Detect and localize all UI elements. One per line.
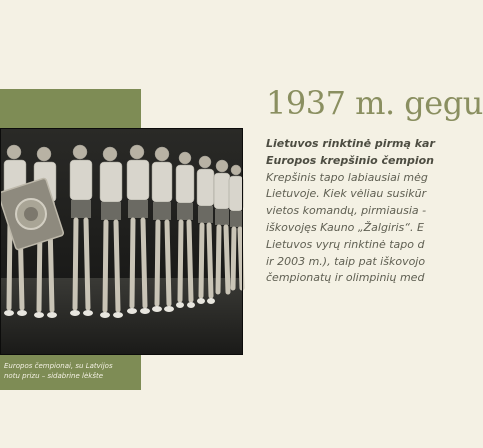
caption-line-1: Europos čempionai, su Latvijos: [4, 362, 113, 370]
caption-line-2: notu prizu – sidabrine lėkšte: [4, 372, 104, 380]
body-line: Lietuvoje. Kiek vėliau susikūr: [266, 187, 427, 201]
page-title: 1937 m. gegu: [266, 84, 483, 122]
photo-caption: [0, 355, 141, 390]
body-line: ir 2003 m.), taip pat iškovojo: [266, 254, 426, 268]
body-line: Lietuvos vyrų rinktinė tapo d: [266, 237, 425, 251]
body-line: Lietuvos rinktinė pirmą kar: [266, 137, 435, 150]
body-line: Krepšinis tapo labiausiai mėg: [266, 170, 428, 184]
body-line: Europos krepšinio čempion: [266, 153, 434, 167]
body-line: čempionatų ir olimpinių med: [266, 271, 425, 285]
team-photo: [0, 128, 243, 355]
body-line: vietos komandų, pirmiausia -: [266, 204, 427, 218]
accent-bar: [0, 89, 141, 128]
body-text: [266, 136, 466, 287]
body-line: iškovojęs Kauno „Žalgiris“. E: [266, 220, 424, 234]
team-photo-graphic: [0, 128, 243, 355]
